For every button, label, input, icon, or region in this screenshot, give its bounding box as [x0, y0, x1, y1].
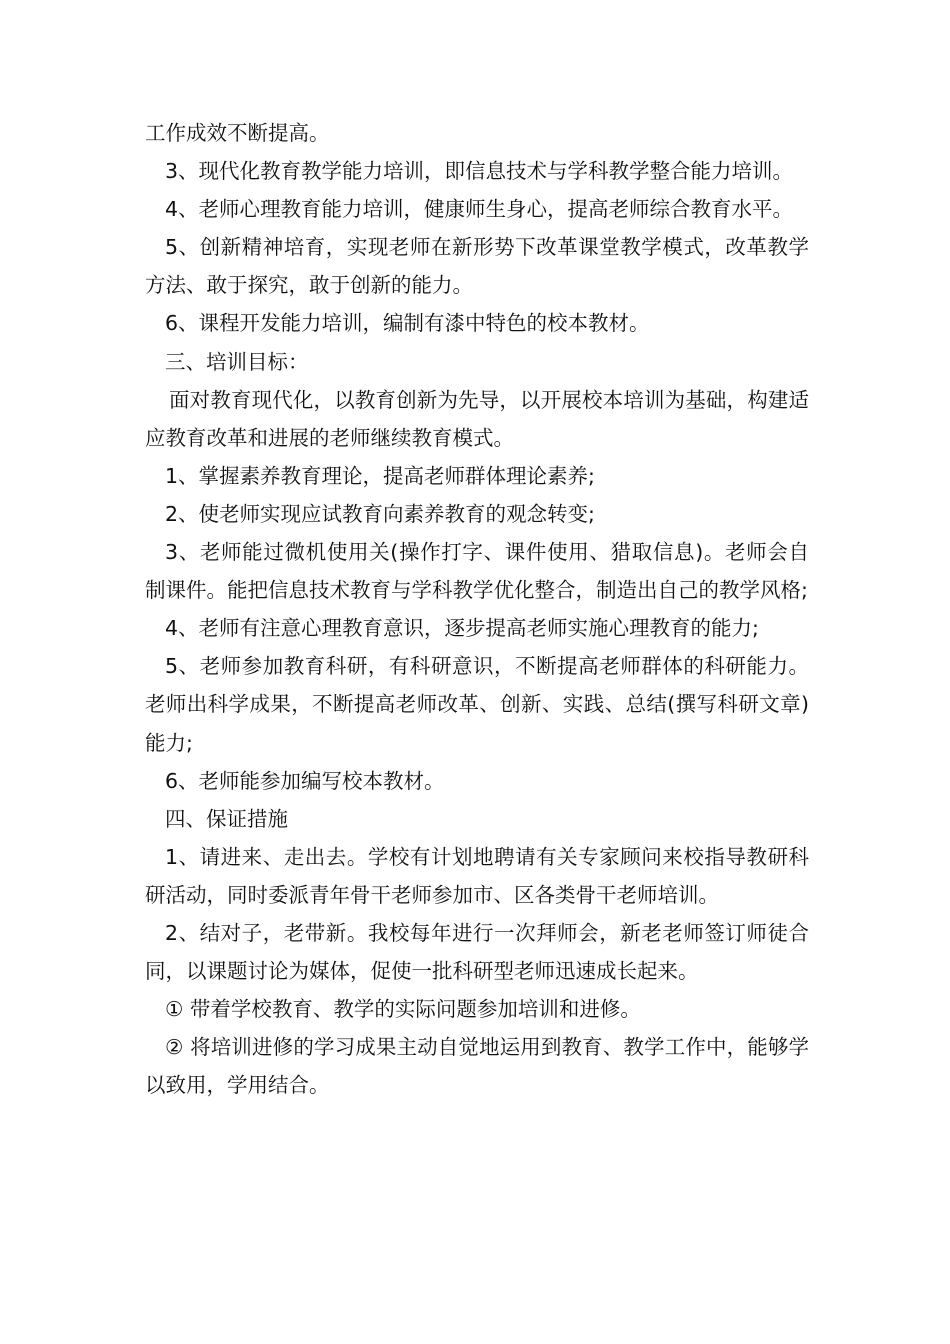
section-heading-guarantee-measures: 四、保证措施 [165, 806, 288, 831]
paragraph-item-3-modern-teaching: 3、现代化教育教学能力培训，即信息技术与学科教学整合能力培训。 [165, 159, 794, 184]
paragraph-measure-1: 1、请进来、走出去。学校有计划地聘请有关专家顾问来校指导教研科研活动，同时委派青年骨干老师参加市、区各类骨干老师培训。 [145, 844, 809, 907]
paragraph-measure-2: 2、结对子，老带新。我校每年进行一次拜师会，新老老师签订师徒合同，以课题讨论为媒体，促使一批科研型老师迅速成长起来。 [145, 920, 809, 984]
paragraph-goal-4: 4、老师有注意心理教育意识，逐步提高老师实施心理教育的能力; [165, 616, 759, 641]
paragraph-sub-item-2: ② 将培训进修的学习成果主动自觉地运用到教育、教学工作中，能够学以致用，学用结合。 [145, 1035, 809, 1098]
paragraph-continuation: 工作成效不断提高。 [145, 121, 330, 145]
document-body [145, 114, 809, 1104]
paragraph-goal-1: 1、掌握素养教育理论，提高老师群体理论素养; [165, 463, 595, 488]
paragraph-item-4-psychology: 4、老师心理教育能力培训，健康师生身心，提高老师综合教育水平。 [165, 197, 794, 222]
paragraph-goal-2: 2、使老师实现应试教育向素养教育的观念转变; [165, 501, 595, 526]
paragraph-item-6-curriculum: 6、课程开发能力培训，编制有漆中特色的校本教材。 [165, 311, 650, 336]
paragraph-goal-3: 3、老师能过微机使用关(操作打字、课件使用、猎取信息)。老师会自制课件。能把信息技术教育与学科教学优化整合，制造出自己的教学风格; [145, 540, 809, 603]
section-heading-training-goals: 三、培训目标： [165, 349, 309, 374]
paragraph-goal-5: 5、老师参加教育科研，有科研意识，不断提高老师群体的科研能力。老师出科学成果，不断提高老师改革、创新、实践、总结(撰写科研文章)能力; [145, 654, 809, 755]
paragraph-item-5-innovation: 5、创新精神培育，实现老师在新形势下改革课堂教学模式，改革教学方法、敢于探究，敢于创新的能力。 [145, 235, 809, 298]
paragraph-goal-6: 6、老师能参加编写校本教材。 [165, 768, 445, 793]
paragraph-goals-intro: 面对教育现代化，以教育创新为先导，以开展校本培训为基础，构建适应教育改革和进展的老师继续教育模式。 [145, 387, 809, 450]
paragraph-sub-item-1: ① 带着学校教育、教学的实际问题参加培训和进修。 [165, 997, 641, 1022]
